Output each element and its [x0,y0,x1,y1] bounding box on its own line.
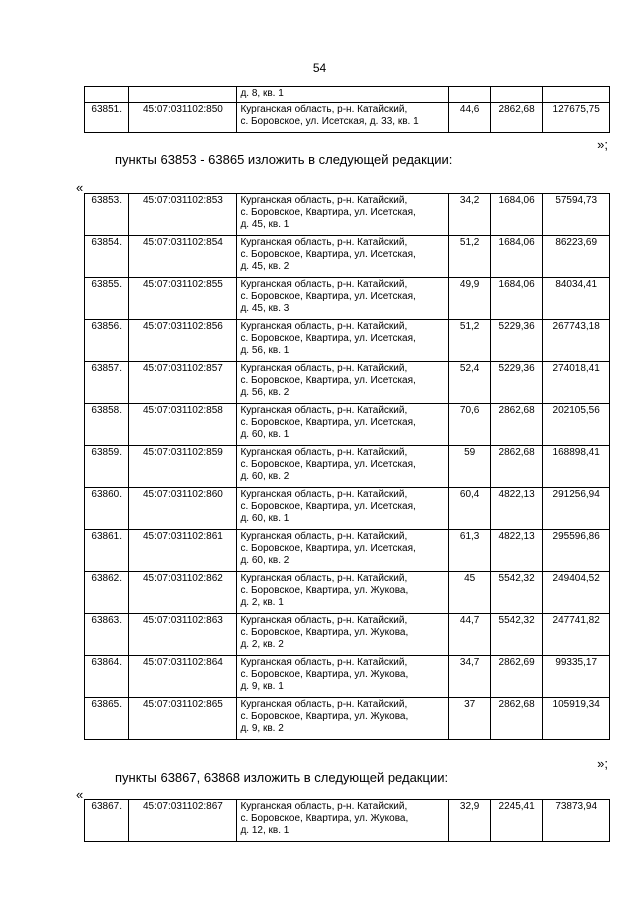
cell-value: 247741,82 [543,614,610,656]
table-row [85,194,610,236]
cell-area: 34,2 [449,194,490,236]
cell-rate: 2862,68 [490,698,543,740]
cell-number: 63855. [85,278,129,320]
cell-value: 99335,17 [543,656,610,698]
cell-rate: 2862,68 [490,103,543,133]
cell-area: 52,4 [449,362,490,404]
cell-address: Курганская область, р-н. Катайский, с. Боровское, Квартира, ул. Исетская, д. 45, кв. 2 [237,236,449,278]
table-continued [84,86,610,133]
cell-value: 57594,73 [543,194,610,236]
cell-address: Курганская область, р-н. Катайский, с. Боровское, Квартира, ул. Исетская, д. 60, кв. 2 [237,530,449,572]
closing-quote: »; [597,137,608,152]
cell-number: 63864. [85,656,129,698]
cell-value: 202105,56 [543,404,610,446]
cell-value: 267743,18 [543,320,610,362]
cell-address: Курганская область, р-н. Катайский, с. Боровское, Квартира, ул. Жукова, д. 12, кв. 1 [237,800,449,842]
closing-quote: »; [597,756,608,771]
cell-rate: 1684,06 [490,278,543,320]
cell-address: д. 8, кв. 1 [237,87,449,103]
cell-number: 63862. [85,572,129,614]
cell-area: 51,2 [449,320,490,362]
table-row [85,404,610,446]
cell-value: 73873,94 [543,800,610,842]
cell-area: 32,9 [449,800,490,842]
cell-value: 249404,52 [543,572,610,614]
cell-address: Курганская область, р-н. Катайский, с. Боровское, Квартира, ул. Исетская, д. 45, кв. 1 [237,194,449,236]
cell-cadastral: 45:07:031102:856 [129,320,237,362]
cell-cadastral: 45:07:031102:857 [129,362,237,404]
cell-rate: 2862,68 [490,446,543,488]
table-row [85,362,610,404]
table-row [85,800,610,842]
cell-area: 51,2 [449,236,490,278]
table-main [84,193,610,740]
cell-address: Курганская область, р-н. Катайский, с. Боровское, Квартира, ул. Исетская, д. 60, кв. 2 [237,446,449,488]
opening-quote: « [76,787,84,802]
table-row [85,488,610,530]
cell-number: 63861. [85,530,129,572]
cell-cadastral: 45:07:031102:850 [129,103,237,133]
paragraph-text: пункты 63867, 63868 изложить в следующей редакции: [115,770,449,785]
cell-number: 63859. [85,446,129,488]
table-row [85,656,610,698]
cell-address: Курганская область, р-н. Катайский, с. Боровское, Квартира, ул. Жукова, д. 9, кв. 1 [237,656,449,698]
cell-rate: 1684,06 [490,194,543,236]
table-row [85,278,610,320]
cell-cadastral: 45:07:031102:862 [129,572,237,614]
table-row [85,103,610,133]
cell-rate: 5229,36 [490,362,543,404]
cell-area: 44,7 [449,614,490,656]
paragraph-text: пункты 63853 - 63865 изложить в следующей редакции: [115,152,453,167]
cell-rate: 1684,06 [490,236,543,278]
cell-address: Курганская область, р-н. Катайский, с. Боровское, Квартира, ул. Исетская, д. 56, кв. 2 [237,362,449,404]
cell-number: 63865. [85,698,129,740]
cell-area: 59 [449,446,490,488]
cell-value [543,87,610,103]
cell-number: 63856. [85,320,129,362]
cell-value: 86223,69 [543,236,610,278]
table-row [85,572,610,614]
cell-area: 37 [449,698,490,740]
page-number: 54 [312,61,327,75]
table-row [85,320,610,362]
cell-number: 63867. [85,800,129,842]
cell-area: 60,4 [449,488,490,530]
cell-address: Курганская область, р-н. Катайский, с. Боровское, Квартира, ул. Жукова, д. 9, кв. 2 [237,698,449,740]
cell-area [449,87,490,103]
table-row [85,698,610,740]
cell-number: 63863. [85,614,129,656]
cell-cadastral: 45:07:031102:859 [129,446,237,488]
cell-area: 44,6 [449,103,490,133]
cell-number: 63854. [85,236,129,278]
opening-quote: « [76,180,84,195]
cell-number: 63853. [85,194,129,236]
cell-address: Курганская область, р-н. Катайский, с. Боровское, Квартира, ул. Исетская, д. 45, кв. 3 [237,278,449,320]
cell-area: 70,6 [449,404,490,446]
cell-cadastral: 45:07:031102:855 [129,278,237,320]
cell-cadastral: 45:07:031102:864 [129,656,237,698]
cell-area: 34,7 [449,656,490,698]
cell-number [85,87,129,103]
cell-value: 168898,41 [543,446,610,488]
cell-address: Курганская область, р-н. Катайский, с. Боровское, Квартира, ул. Исетская, д. 60, кв. 1 [237,404,449,446]
table-row [85,446,610,488]
table-row [85,614,610,656]
cell-number: 63857. [85,362,129,404]
cell-value: 127675,75 [543,103,610,133]
cell-number: 63858. [85,404,129,446]
cell-area: 61,3 [449,530,490,572]
cell-cadastral: 45:07:031102:863 [129,614,237,656]
cell-value: 291256,94 [543,488,610,530]
cell-value: 295596,86 [543,530,610,572]
cell-rate: 2862,68 [490,404,543,446]
cell-area: 45 [449,572,490,614]
cell-rate: 2862,69 [490,656,543,698]
cell-address: Курганская область, р-н. Катайский, с. Боровское, ул. Исетская, д. 33, кв. 1 [237,103,449,133]
cell-rate: 5542,32 [490,572,543,614]
table-row [85,530,610,572]
cell-address: Курганская область, р-н. Катайский, с. Боровское, Квартира, ул. Исетская, д. 60, кв. 1 [237,488,449,530]
cell-rate [490,87,543,103]
cell-cadastral: 45:07:031102:867 [129,800,237,842]
cell-address: Курганская область, р-н. Катайский, с. Боровское, Квартира, ул. Исетская, д. 56, кв. 1 [237,320,449,362]
table-row [85,87,610,103]
cell-rate: 4822,13 [490,488,543,530]
cell-value: 84034,41 [543,278,610,320]
cell-rate: 2245,41 [490,800,543,842]
cell-area: 49,9 [449,278,490,320]
cell-value: 105919,34 [543,698,610,740]
cell-cadastral: 45:07:031102:860 [129,488,237,530]
cell-address: Курганская область, р-н. Катайский, с. Боровское, Квартира, ул. Жукова, д. 2, кв. 2 [237,614,449,656]
cell-rate: 5229,36 [490,320,543,362]
cell-cadastral: 45:07:031102:853 [129,194,237,236]
cell-address: Курганская область, р-н. Катайский, с. Боровское, Квартира, ул. Жукова, д. 2, кв. 1 [237,572,449,614]
table-row [85,236,610,278]
cell-rate: 4822,13 [490,530,543,572]
table-last [84,799,610,842]
cell-cadastral: 45:07:031102:865 [129,698,237,740]
cell-number: 63851. [85,103,129,133]
cell-cadastral: 45:07:031102:854 [129,236,237,278]
cell-value: 274018,41 [543,362,610,404]
cell-cadastral: 45:07:031102:861 [129,530,237,572]
cell-cadastral [129,87,237,103]
cell-number: 63860. [85,488,129,530]
cell-rate: 5542,32 [490,614,543,656]
cell-cadastral: 45:07:031102:858 [129,404,237,446]
